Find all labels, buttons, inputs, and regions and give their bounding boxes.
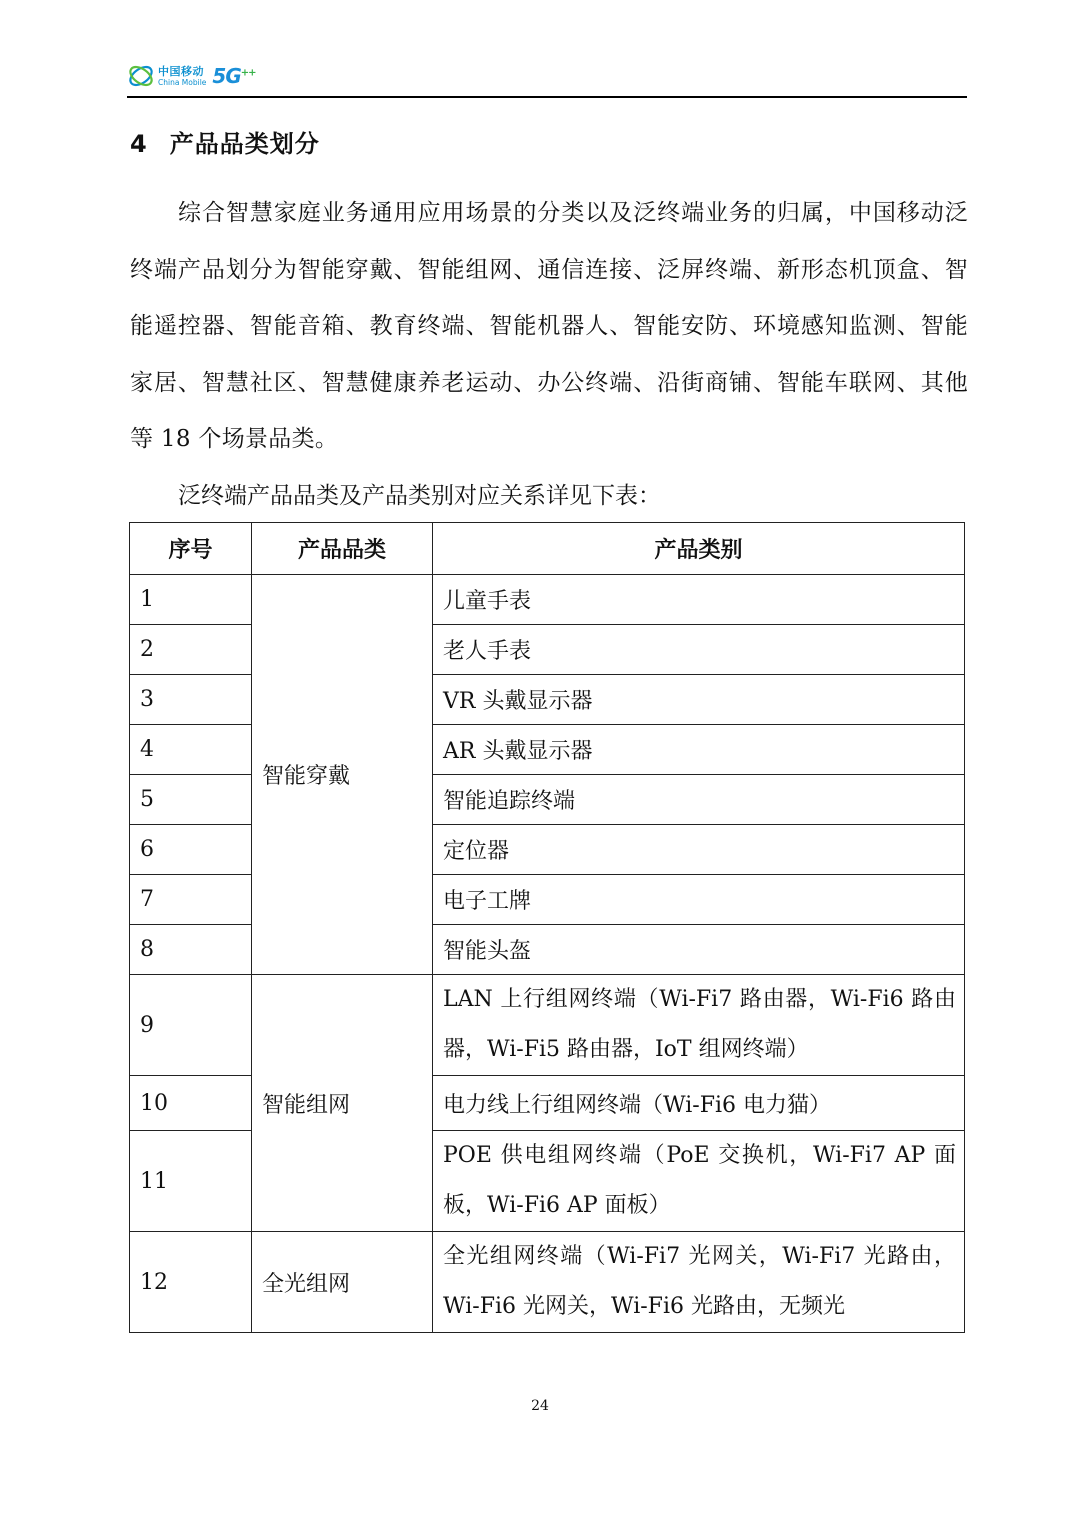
table-row	[130, 1232, 965, 1333]
category-cell: 全光组网	[252, 1232, 433, 1333]
section-heading	[130, 124, 320, 159]
logo-5g-text: 5G	[212, 64, 241, 88]
china-mobile-logo-icon	[127, 62, 155, 90]
row-number: 9	[130, 975, 252, 1076]
product-type: LAN 上行组网终端（Wi-Fi7 路由器，Wi-Fi6 路由器，Wi-Fi5 路由器，IoT 组网终端）	[433, 975, 965, 1076]
category-cell: 智能穿戴	[252, 575, 433, 975]
category-cell: 智能组网	[252, 975, 433, 1232]
product-type: POE 供电组网终端（PoE 交换机，Wi-Fi7 AP 面板，Wi-Fi6 AP 面板）	[433, 1131, 965, 1232]
logo-english-name: China Mobile	[158, 77, 207, 87]
product-type: 定位器	[433, 825, 965, 875]
row-number: 8	[130, 925, 252, 975]
table-row	[130, 975, 965, 1076]
product-type: 全光组网终端（Wi-Fi7 光网关，Wi-Fi7 光路由，Wi-Fi6 光网关，Wi-Fi6 光路由，无频光	[433, 1232, 965, 1333]
product-type: 智能追踪终端	[433, 775, 965, 825]
product-type: 儿童手表	[433, 575, 965, 625]
table-intro: 泛终端产品品类及产品类别对应关系详见下表：	[178, 483, 661, 509]
product-type: VR 头戴显示器	[433, 675, 965, 725]
page-header	[127, 58, 967, 98]
product-type: AR 头戴显示器	[433, 725, 965, 775]
logo-5g-mark	[212, 64, 255, 88]
row-number: 3	[130, 675, 252, 725]
row-number: 4	[130, 725, 252, 775]
header-serial: 序号	[130, 523, 252, 575]
logo-5g-plus: ++	[240, 67, 256, 79]
china-mobile-logo	[127, 60, 256, 92]
row-number: 10	[130, 1076, 252, 1131]
row-number: 12	[130, 1232, 252, 1333]
table-row	[130, 575, 965, 625]
row-number: 2	[130, 625, 252, 675]
section-number: 4	[130, 130, 148, 158]
product-type: 老人手表	[433, 625, 965, 675]
product-type: 电力线上行组网终端（Wi-Fi6 电力猫）	[433, 1076, 965, 1131]
page-number: 24	[531, 1398, 549, 1414]
row-number: 5	[130, 775, 252, 825]
header-type: 产品类别	[433, 523, 965, 575]
row-number: 1	[130, 575, 252, 625]
body-paragraph: 综合智慧家庭业务通用应用场景的分类以及泛终端业务的归属，中国移动泛终端产品划分为智能穿戴、智能组网、通信连接、泛屏终端、新形态机顶盒、智能遥控器、智能音箱、教育终端、智能机器人、智能安防、环境感知监测、智能家居、智慧社区、智慧健康养老运动、办公终端、沿街商铺、智能车联网、其他等 18 个场景品类。	[130, 200, 968, 452]
logo-chinese-name: 中国移动	[158, 64, 204, 78]
header-category: 产品品类	[252, 523, 433, 575]
row-number: 11	[130, 1131, 252, 1232]
category-table	[129, 522, 965, 1333]
product-type: 智能头盔	[433, 925, 965, 975]
row-number: 7	[130, 875, 252, 925]
table-header-row	[130, 523, 965, 575]
row-number: 6	[130, 825, 252, 875]
product-type: 电子工牌	[433, 875, 965, 925]
section-title: 产品品类划分	[169, 130, 320, 158]
